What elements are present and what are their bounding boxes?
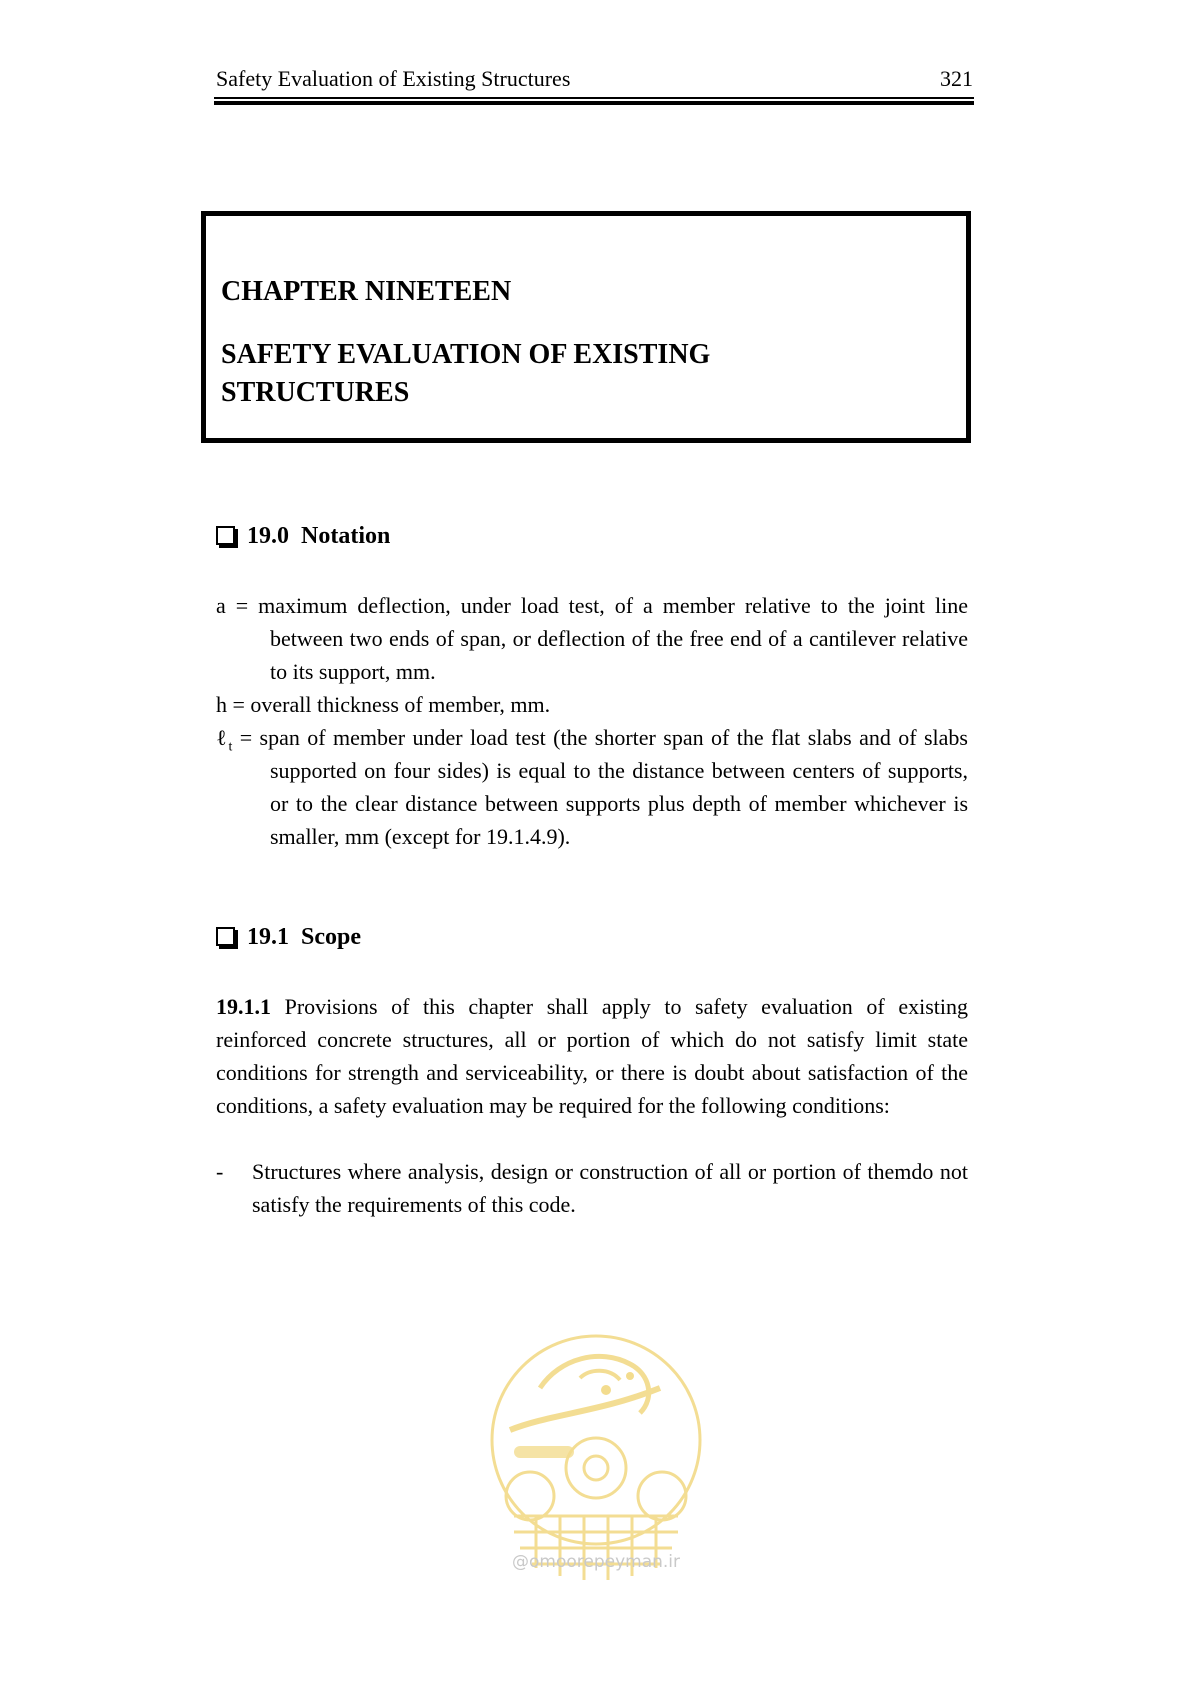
checkbox-bullet-icon [216, 927, 235, 946]
checkbox-bullet-icon [216, 526, 235, 545]
notation-symbol: h [216, 692, 227, 717]
notation-subscript: t [228, 739, 233, 755]
chapter-title: SAFETY EVALUATION OF EXISTING STRUCTURES [221, 339, 711, 408]
section-number: 19.1 [247, 924, 289, 950]
clause-text: Provisions of this chapter shall apply to safety evaluation of existing reinforced concrete structures, all or portion of which do not satisfy limit state conditions for strength and serviceability, or there is doubt about satisfaction of the conditions, a safety evaluation may be required for the following conditions: [216, 994, 968, 1118]
notation-definition-a: a = maximum deflection, under load test, of a member relative to the joint line between two ends of span, or deflection of the free end of a cantilever relative to its support, mm. [216, 593, 968, 684]
section-heading-notation [216, 521, 390, 551]
notation-description: span of member under load test (the shorter span of the flat slabs and of slabs supported on four sides) is equal to the distance between centers of supports, or to the clear distance between supports plus depth of member whichever is smaller, mm (except for 19.1.4.9). [259, 725, 968, 849]
notation-description: maximum deflection, under load test, of a member relative to the joint line between two ends of span, or deflection of the free end of a cantilever relative to its support, mm. [258, 593, 968, 684]
notation-description: overall thickness of member, mm. [250, 692, 551, 717]
chapter-title-box [201, 211, 971, 443]
notation-symbol: ℓ [216, 725, 229, 750]
clause-number: 19.1.1 [216, 994, 271, 1019]
watermark-caption: @omoorepeyman.ir [511, 1552, 681, 1572]
notation-definition-h: h = overall thickness of member, mm. [216, 692, 551, 717]
clause-19-1-1 [216, 990, 968, 1122]
bullet-item [216, 1155, 968, 1221]
notation-symbol: a [216, 593, 226, 618]
section-number: 19.0 [247, 523, 289, 549]
running-header [216, 66, 973, 92]
page-number: 321 [940, 66, 973, 91]
section-heading-scope [216, 922, 361, 952]
bullet-text: Structures where analysis, design or construction of all or portion of themdo not satisfy the requirements of this code. [252, 1159, 968, 1217]
notation-definition-lt: ℓ$_t$ = span of member under load test (the shorter span of the flat slabs and of slabs supported on four sides) is equal to the distance between centers of supports, or to the clear distance between supports plus depth of member whichever is smaller, mm (except for 19.1.4.9). [216, 725, 968, 849]
bullet-dash: - [216, 1159, 224, 1184]
header-rule-thick [214, 101, 974, 105]
chapter-number: CHAPTER NINETEEN [221, 276, 512, 307]
section-title: Scope [301, 924, 361, 950]
header-rule-thin [214, 97, 974, 99]
section-title: Notation [301, 523, 391, 549]
running-title: Safety Evaluation of Existing Structures [216, 66, 571, 91]
